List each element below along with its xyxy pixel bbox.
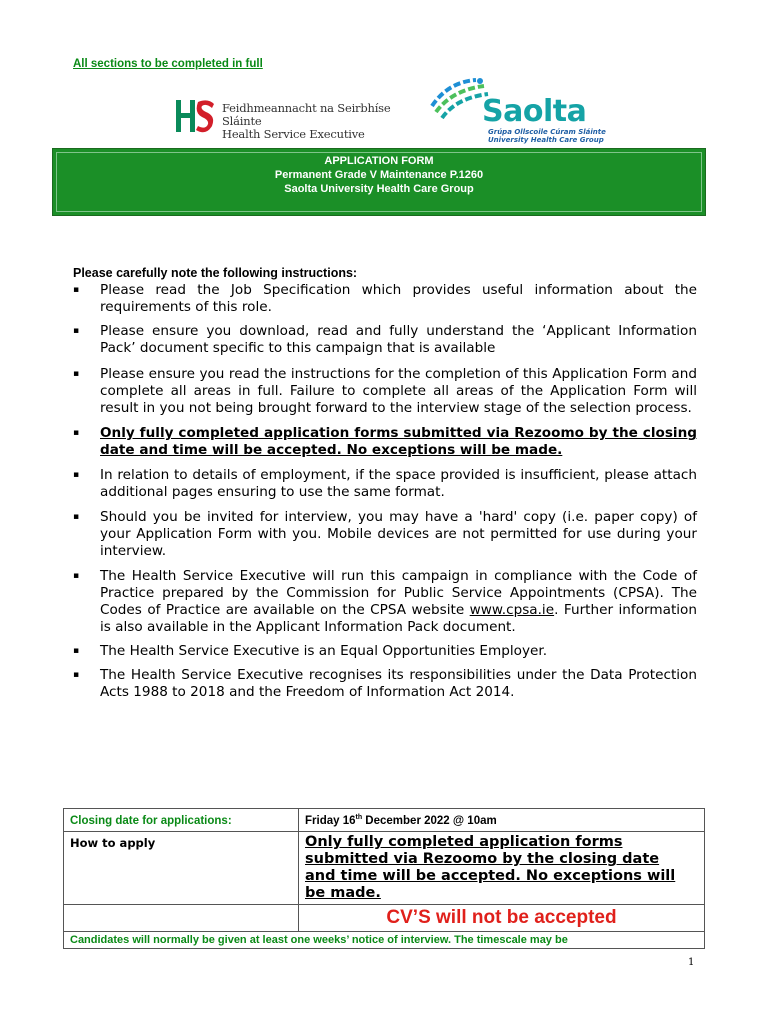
instruction-item [73, 323, 697, 357]
instruction-item [73, 467, 697, 501]
completion-notice: All sections to be completed in full [73, 58, 263, 70]
closing-date-suffix: th [355, 814, 363, 822]
instruction-item [73, 282, 697, 316]
footer-note-cell [64, 932, 705, 949]
cv-empty-cell [64, 905, 299, 932]
saolta-logo-sub-irish: Grúpa Ollscoile Cúram Sláinte [488, 128, 606, 136]
closing-date-value-cell [299, 809, 705, 832]
bullet-icon: ▪ [73, 670, 80, 680]
bullet-icon: ▪ [73, 428, 80, 438]
instruction-text [100, 568, 697, 635]
instruction-text-part: . Further information is also available in the Applicant Information Pack document. [100, 602, 697, 635]
how-to-apply-label-cell [64, 832, 299, 905]
closing-date-label: Closing date for applications: [70, 815, 232, 827]
title-banner-text [53, 154, 705, 196]
instruction-text: In relation to details of employment, if the space provided is insufficient, please attach additional pages ensuring to use the same format. [100, 467, 697, 500]
saolta-logo-subtitle [488, 128, 618, 144]
title-banner [52, 148, 706, 216]
form-title: APPLICATION FORM [324, 155, 434, 167]
cv-value-cell [299, 905, 705, 932]
instructions-list [73, 282, 697, 701]
instruction-item [73, 643, 697, 660]
bullet-icon: ▪ [73, 571, 80, 581]
saolta-logo [428, 76, 618, 148]
bullet-icon: ▪ [73, 326, 80, 336]
instruction-text: Should you be invited for interview, you may have a 'hard' copy (i.e. paper copy) of your Application Form with you. Mobile devices are not permitted for use during your interview. [100, 509, 697, 559]
bullet-icon: ▪ [73, 646, 80, 656]
hse-logo-line1: Feidhmeannacht na Seirbhíse Sláinte [222, 101, 391, 128]
instruction-text: Only fully completed application forms submitted via Rezoomo by the closing date and time will be accepted. No exceptions will be made. [100, 425, 697, 458]
closing-date-row [64, 809, 705, 832]
interview-notice-text: Candidates will normally be given at least one weeks’ notice of interview. The timescale may be [70, 934, 568, 946]
instruction-text: Please ensure you read the instructions for the completion of this Application Form and complete all areas in full. Failure to complete all areas of the Application Form will result in you not being brought forward to the interview stage of the selection process. [100, 366, 697, 416]
saolta-logo-name: Saolta [482, 94, 587, 129]
cpsa-link[interactable]: www.cpsa.ie [469, 602, 555, 618]
closing-date-part: Friday 16 [305, 815, 356, 827]
application-info-table [63, 808, 705, 949]
instruction-item [73, 568, 697, 636]
hse-logo-mark-icon [172, 96, 218, 136]
instruction-text-part: The Health Service Executive will run this campaign in compliance with the Code of Practice prepared by the Commission for Public Service Appointments (CPSA). The Codes of Practice are available on the CPSA website [100, 568, 697, 618]
bullet-icon: ▪ [73, 512, 80, 522]
instruction-item [73, 366, 697, 417]
hse-logo-line2: Health Service Executive [222, 127, 365, 141]
how-to-apply-row [64, 832, 705, 905]
instruction-item [73, 667, 697, 701]
page-number: 1 [688, 957, 695, 968]
how-to-apply-value-cell [299, 832, 705, 905]
how-to-apply-text: Only fully completed application forms submitted via Rezoomo by the closing date and time will be accepted. No exceptions will be made. [305, 834, 676, 901]
bullet-icon: ▪ [73, 285, 80, 295]
cv-not-accepted-text: CV’S will not be accepted [386, 907, 617, 928]
closing-date-value [305, 815, 497, 827]
saolta-waves-icon [428, 76, 490, 120]
hse-logo [172, 96, 402, 141]
instructions-heading: Please carefully note the following instructions: [73, 266, 358, 280]
instruction-item-emphasis [73, 425, 697, 459]
how-to-apply-label: How to apply [70, 836, 156, 850]
bullet-icon: ▪ [73, 470, 80, 480]
hse-logo-text [222, 102, 402, 141]
closing-date-part: December 2022 @ 10am [362, 815, 497, 827]
instruction-text: Please read the Job Specification which provides useful information about the requirements of this role. [100, 282, 697, 315]
saolta-logo-sub-english: University Health Care Group [488, 136, 604, 144]
position-title: Permanent Grade V Maintenance P.1260 [274, 169, 484, 181]
instruction-text: The Health Service Executive recognises its responsibilities under the Data Protection Acts 1988 to 2018 and the Freedom of Information Act 2014. [100, 667, 697, 700]
instruction-text: Please ensure you download, read and fully understand the ‘Applicant Information Pack’ document specific to this campaign that is available [100, 323, 697, 356]
cv-row [64, 905, 705, 932]
bullet-icon: ▪ [73, 369, 80, 379]
instruction-text: The Health Service Executive is an Equal Opportunities Employer. [100, 643, 548, 659]
organisation-title: Saolta University Health Care Group [284, 183, 474, 195]
instruction-item [73, 509, 697, 560]
closing-date-label-cell [64, 809, 299, 832]
footer-note-row [64, 932, 705, 949]
